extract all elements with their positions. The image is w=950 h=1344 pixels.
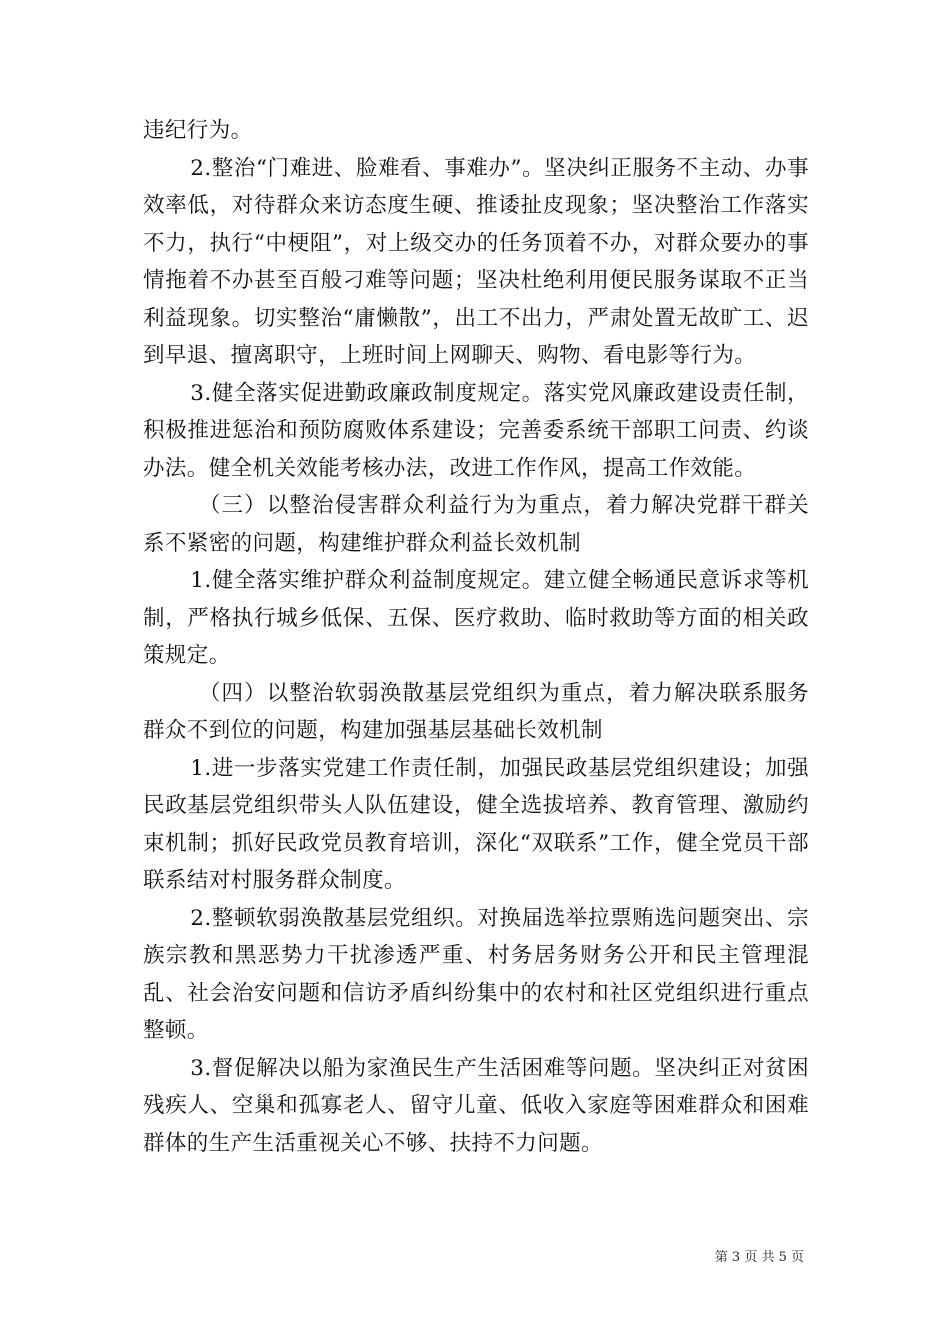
paragraph-continuation: 违纪行为。 <box>143 118 253 143</box>
paragraph-item-3: 3.督促解决以船为家渔民生产生活困难等问题。坚决纠正对贫困残疾人、空巢和孤寡老人、留守儿童、低收入家庭等困难群众和困难群体的生产生活重视关心不够、扶持不力问题。 <box>143 1055 809 1156</box>
page-number-footer: 第 3 页 共 5 页 <box>714 1250 804 1265</box>
section-heading-4: （四）以整治软弱涣散基层党组织为重点，着力解决联系服务群众不到位的问题，构建加强基层基础长效机制 <box>143 680 809 743</box>
paragraph-item-1: 1.健全落实维护群众利益制度规定。建立健全畅通民意诉求等机制，严格执行城乡低保、五保、医疗救助、临时救助等方面的相关政策规定。 <box>143 568 809 668</box>
section-heading-3: （三）以整治侵害群众利益行为为重点，着力解决党群干群关系不紧密的问题，构建维护群众利益长效机制 <box>143 493 809 556</box>
paragraph-item-3: 3.健全落实促进勤政廉政制度规定。落实党风廉政建设责任制，积极推进惩治和预防腐败体系建设；完善委系统干部职工问责、约谈办法。健全机关效能考核办法，改进工作作风，提高工作效能。 <box>143 380 809 481</box>
paragraph-item-2: 2.整顿软弱涣散基层党组织。对换届选举拉票贿选问题突出、宗族宗教和黑恶势力干扰渗透严重、村务居务财务公开和民主管理混乱、社会治安问题和信访矛盾纠纷集中的农村和社区党组织进行重点整顿。 <box>143 905 809 1043</box>
document-body <box>143 112 809 1162</box>
paragraph-item-2: 2.整治“门难进、脸难看、事难办”。坚决纠正服务不主动、办事效率低，对待群众来访态度生硬、推诿扯皮现象；坚决整治工作落实不力，执行“中梗阻”，对上级交办的任务顶着不办，对群众要办的事情拖着不办甚至百般刁难等问题；坚决杜绝利用便民服务谋取不正当利益现象。切实整治“庸懒散”，出工不出力，严肃处置无故旷工、迟到早退、擅离职守，上班时间上网聊天、购物、看电影等行为。 <box>143 155 809 368</box>
paragraph-item-1: 1.进一步落实党建工作责任制，加强民政基层党组织建设；加强民政基层党组织带头人队伍建设，健全选拔培养、教育管理、激励约束机制；抓好民政党员教育培训，深化“双联系”工作，健全党员干部联系结对村服务群众制度。 <box>143 755 809 893</box>
